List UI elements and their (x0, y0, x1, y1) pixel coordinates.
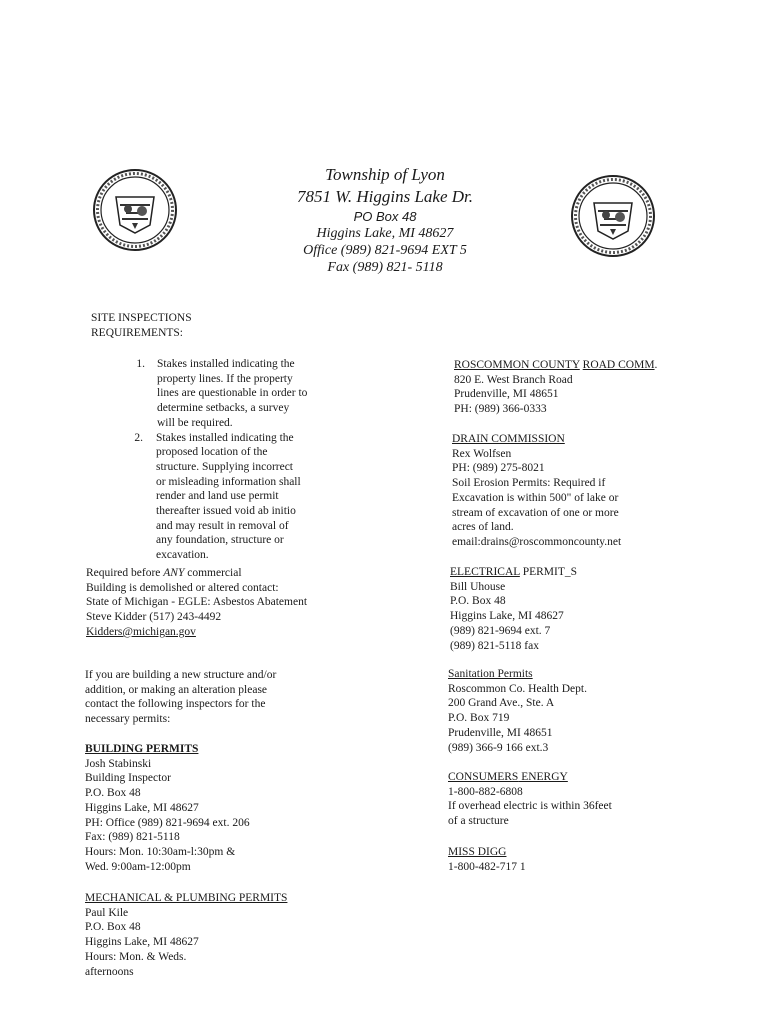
miss-digg-title: MISS DIGG (448, 846, 507, 858)
city-line: Higgins Lake, MI 48627 (316, 226, 454, 241)
township-name: Township of Lyon (325, 165, 445, 184)
miss-digg-block: MISS DIGG 1-800-482-717 1 (448, 846, 526, 873)
township-seal-right (570, 173, 656, 259)
road-commission-title: ROSCOMMON COUNTY ROAD COMM. (454, 359, 658, 371)
section-title: SITE INSPECTIONS REQUIREMENTS: (91, 312, 192, 339)
requirement-item: 2. Stakes installed indicating the proposed location of the structure. Supplying incorrect or misleading information shall render and land use permit thereafter issued void ab initio and may result in removal of any foundation, structure or excavation. (134, 431, 301, 562)
building-permits-title: BUILDING PERMITS (85, 743, 199, 755)
intro-paragraph: If you are building a new structure and/or addition, or making an alteration please contact the following inspectors for the necessary permits: (85, 669, 277, 726)
letterhead (240, 164, 530, 276)
office-phone: Office (989) 821-9694 EXT 5 (303, 243, 467, 258)
building-permits-block: BUILDING PERMITS Josh Stabinski Building Inspector P.O. Box 48 Higgins Lake, MI 48627 PH: Office (989) 821-9694 ext. 206 Fax: (989) 821-5118 Hours: Mon. 10:30am-l:30pm & Wed. 9:00am-12:00pm (85, 743, 250, 873)
road-commission-block: ROSCOMMON COUNTY ROAD COMM. 820 E. West Branch Road Prudenville, MI 48651 PH: (989) 366-0333 (454, 359, 658, 416)
mechanical-permits-title: MECHANICAL & PLUMBING PERMITS (85, 892, 288, 904)
drain-email: email:drains@roscommoncounty.net (452, 535, 622, 548)
street-address: 7851 W. Higgins Lake Dr. (297, 187, 473, 206)
consumers-energy-block: CONSUMERS ENERGY 1-800-882-6808 If overhead electric is within 36feet of a structure (448, 771, 612, 828)
electrical-permits-title: ELECTRICAL PERMIT_S (450, 566, 578, 578)
drain-commission-block: DRAIN COMMISSION Rex Wolfsen PH: (989) 275-8021 Soil Erosion Permits: Required if Excavation is within 500" of lake or stream of excavation of one or more acres of land. email:drains@roscommoncounty.net (452, 433, 622, 548)
requirement-item: 1. Stakes installed indicating the property lines. If the property lines are questionable in order to determine setbacks, a survey will be required. (136, 358, 308, 429)
requirements-list (134, 357, 354, 563)
commercial-notice: Required before ANY commercial Building is demolished or altered contact: State of Michigan - EGLE: Asbestos Abatement Steve Kidder (517) 243-4492 Kidders@michigan.gov (86, 567, 308, 638)
po-box: PO Box 48 (353, 209, 417, 224)
email-link[interactable]: Kidders@michigan.gov (86, 625, 196, 638)
sanitation-permits-title: Sanitation Permits (448, 668, 533, 680)
fax-number: Fax (989) 821- 5118 (327, 260, 443, 275)
consumers-energy-title: CONSUMERS ENERGY (448, 771, 568, 783)
electrical-permits-block: ELECTRICAL PERMIT_S Bill Uhouse P.O. Box 48 Higgins Lake, MI 48627 (989) 821-9694 ext. 7 (989) 821-5118 fax (450, 566, 578, 652)
sanitation-permits-block: Sanitation Permits Roscommon Co. Health Dept. 200 Grand Ave., Ste. A P.O. Box 719 Prudenville, MI 48651 (989) 366-9 166 ext.3 (448, 668, 587, 754)
drain-commission-title: DRAIN COMMISSION (452, 433, 565, 445)
mechanical-permits-block: MECHANICAL & PLUMBING PERMITS Paul Kile P.O. Box 48 Higgins Lake, MI 48627 Hours: Mon. & Weds. afternoons (85, 892, 288, 978)
township-seal-left (92, 167, 178, 253)
